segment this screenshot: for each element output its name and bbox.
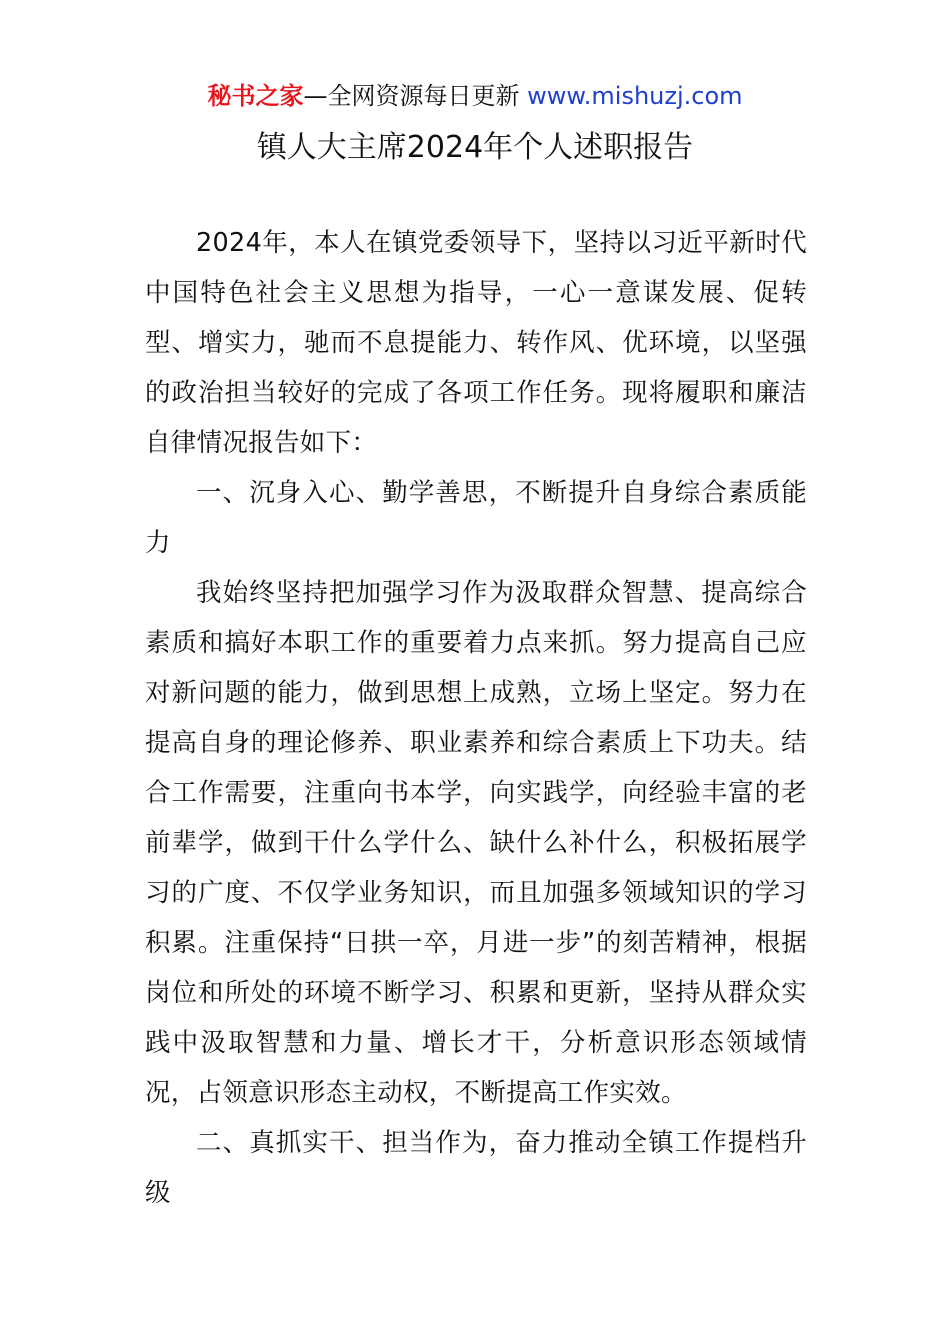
section-heading-1: 一、沉身入心、勤学善思，不断提升自身综合素质能力	[145, 478, 807, 558]
site-brand: 秘书之家	[207, 82, 304, 110]
site-header	[0, 78, 950, 114]
document-title: 镇人大主席2024年个人述职报告	[256, 130, 694, 165]
site-tagline: —全网资源每日更新	[303, 82, 528, 110]
document-body	[145, 218, 807, 1218]
intro-paragraph: 2024年，本人在镇党委领导下，坚持以习近平新时代中国特色社会主义思想为指导，一心一意谋发展、促转型、增实力，驰而不息提能力、转作风、优环境，以坚强的政治担当较好的完成了各项工作任务。现将履职和廉洁自律情况报告如下：	[145, 228, 807, 458]
section-heading-2: 二、真抓实干、担当作为，奋力推动全镇工作提档升级	[145, 1128, 807, 1208]
site-url-link[interactable]: www.mishuzj.com	[527, 82, 743, 110]
body-paragraph-1: 我始终坚持把加强学习作为汲取群众智慧、提高综合素质和搞好本职工作的重要着力点来抓。努力提高自己应对新问题的能力，做到思想上成熟，立场上坚定。努力在提高自身的理论修养、职业素养和综合素质上下功夫。结合工作需要，注重向书本学，向实践学，向经验丰富的老前辈学，做到干什么学什么、缺什么补什么，积极拓展学习的广度、不仅学业务知识，而且加强多领域知识的学习积累。注重保持“日拱一卒，月进一步”的刻苦精神，根据岗位和所处的环境不断学习、积累和更新，坚持从群众实践中汲取智慧和力量、增长才干，分析意识形态领域情况，占领意识形态主动权，不断提高工作实效。	[145, 578, 807, 1108]
